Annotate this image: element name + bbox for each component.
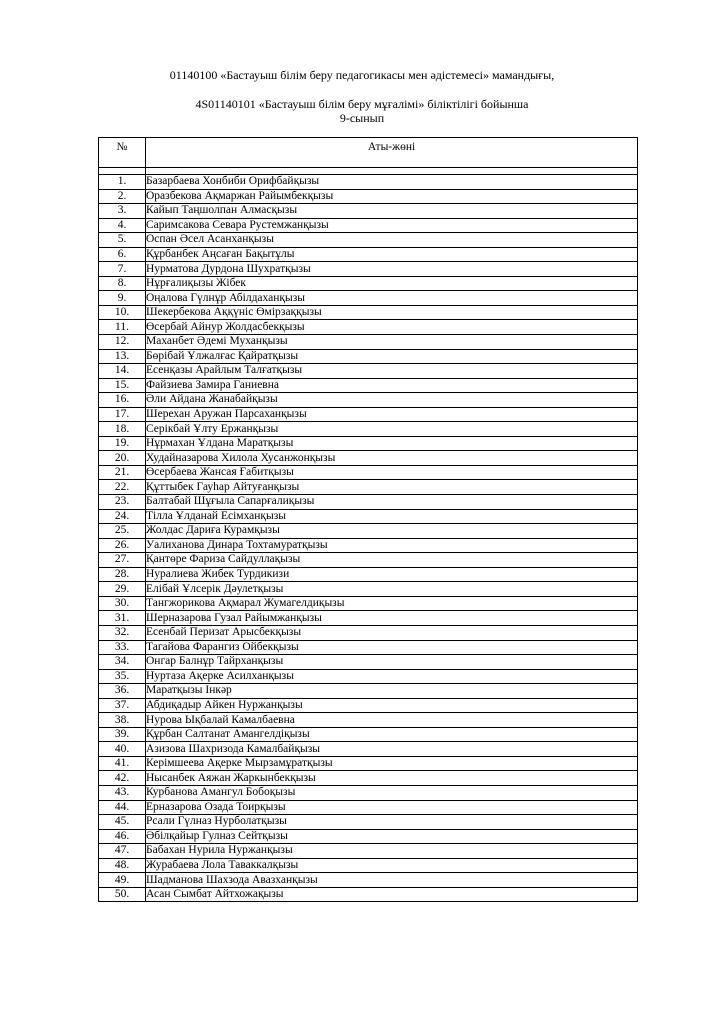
student-name: Серікбай Ұлту Ержанқызы xyxy=(146,422,638,437)
student-name: Керімшеева Ақерке Мырзамұратқызы xyxy=(146,756,638,771)
row-number: 25. xyxy=(99,524,146,539)
table-row xyxy=(99,276,638,291)
table-row xyxy=(99,422,638,437)
table-row xyxy=(99,524,638,539)
student-name: Ерназарова Озада Тоирқызы xyxy=(146,800,638,815)
row-number: 2. xyxy=(99,189,146,204)
student-name: Есенбай Перизат Арысбекқызы xyxy=(146,625,638,640)
row-number: 44. xyxy=(99,800,146,815)
table-row xyxy=(99,625,638,640)
table-row xyxy=(99,364,638,379)
table-row xyxy=(99,771,638,786)
table-row xyxy=(99,785,638,800)
row-number: 8. xyxy=(99,276,146,291)
student-name: Уалиханова Динара Тохтамуратқызы xyxy=(146,538,638,553)
table-row xyxy=(99,553,638,568)
student-name: Шекербекова Аққүніс Өмірзаққызы xyxy=(146,305,638,320)
table-row xyxy=(99,407,638,422)
student-name: Маратқызы Інкәр xyxy=(146,684,638,699)
table-row xyxy=(99,291,638,306)
student-name: Файзиева Замира Ганиевна xyxy=(146,378,638,393)
row-number: 16. xyxy=(99,393,146,408)
column-header-name: Аты-жөні xyxy=(146,138,638,168)
student-name: Нурматова Дурдона Шухратқызы xyxy=(146,262,638,277)
student-name: Шерназарова Гузал Райымжанқызы xyxy=(146,611,638,626)
table-row xyxy=(99,495,638,510)
row-number: 19. xyxy=(99,436,146,451)
row-number: 21. xyxy=(99,465,146,480)
student-name: Онгар Балнұр Тайрханқызы xyxy=(146,655,638,670)
row-number: 34. xyxy=(99,655,146,670)
table-row xyxy=(99,640,638,655)
row-number: 27. xyxy=(99,553,146,568)
row-number: 6. xyxy=(99,247,146,262)
student-name: Журабаева Лола Таваккалқызы xyxy=(146,858,638,873)
table-row xyxy=(99,436,638,451)
student-name: Құрбан Салтанат Амангелдіқызы xyxy=(146,727,638,742)
row-number: 40. xyxy=(99,742,146,757)
student-name: Бабахан Нурила Нуржанқызы xyxy=(146,844,638,859)
row-number: 50. xyxy=(99,887,146,902)
row-number: 18. xyxy=(99,422,146,437)
student-name: Нұрмахан Ұлдана Маратқызы xyxy=(146,436,638,451)
student-name: Құрбанбек Аңсаған Бақытұлы xyxy=(146,247,638,262)
table-row xyxy=(99,349,638,364)
student-name: Қантөре Фариза Сайдуллақызы xyxy=(146,553,638,568)
table-row xyxy=(99,567,638,582)
column-header-number: № xyxy=(99,138,146,168)
student-name: Жолдас Дариға Курамқызы xyxy=(146,524,638,539)
table-row xyxy=(99,713,638,728)
table-row xyxy=(99,262,638,277)
student-name: Есенқазы Арайлым Талғатқызы xyxy=(146,364,638,379)
row-number: 22. xyxy=(99,480,146,495)
table-spacer-row xyxy=(99,168,638,175)
table-row xyxy=(99,596,638,611)
table-row xyxy=(99,844,638,859)
student-name: Тангжорикова Ақмарал Жумагелдиқызы xyxy=(146,596,638,611)
row-number: 48. xyxy=(99,858,146,873)
table-row xyxy=(99,451,638,466)
table-row xyxy=(99,218,638,233)
student-name: Асан Сымбат Айтхожақызы xyxy=(146,887,638,902)
student-name: Тілла Ұлданай Есімханқызы xyxy=(146,509,638,524)
student-name: Нуралиева Жибек Турдикизи xyxy=(146,567,638,582)
table-header-row xyxy=(99,138,638,168)
table-row xyxy=(99,698,638,713)
row-number: 31. xyxy=(99,611,146,626)
row-number: 33. xyxy=(99,640,146,655)
row-number: 23. xyxy=(99,495,146,510)
row-number: 3. xyxy=(99,204,146,219)
student-name: Худайназарова Хилола Хусанжонқызы xyxy=(146,451,638,466)
student-name: Шерехан Аружан Парсаханқызы xyxy=(146,407,638,422)
row-number: 38. xyxy=(99,713,146,728)
table-row xyxy=(99,669,638,684)
table-row xyxy=(99,465,638,480)
student-name: Курбанова Амангул Бобоқызы xyxy=(146,785,638,800)
student-name: Маханбет Әдемі Муханқызы xyxy=(146,335,638,350)
table-row xyxy=(99,887,638,902)
table-row xyxy=(99,655,638,670)
row-number: 24. xyxy=(99,509,146,524)
student-name: Әли Айдана Жанабайқызы xyxy=(146,393,638,408)
table-row xyxy=(99,247,638,262)
row-number: 36. xyxy=(99,684,146,699)
row-number: 17. xyxy=(99,407,146,422)
student-name: Өсербаева Жансая Ғабитқызы xyxy=(146,465,638,480)
table-body xyxy=(99,168,638,902)
student-name: Саримсакова Севара Рустемжанқызы xyxy=(146,218,638,233)
table-row xyxy=(99,611,638,626)
row-number: 30. xyxy=(99,596,146,611)
student-name: Тагайова Фарангиз Ойбекқызы xyxy=(146,640,638,655)
table-row xyxy=(99,305,638,320)
row-number: 29. xyxy=(99,582,146,597)
student-name: Нурова Ықбалай Камалбаевна xyxy=(146,713,638,728)
table-row xyxy=(99,509,638,524)
student-name: Кайып Таңшолпан Алмасқызы xyxy=(146,204,638,219)
table-row xyxy=(99,320,638,335)
row-number: 45. xyxy=(99,815,146,830)
row-number: 11. xyxy=(99,320,146,335)
row-number: 32. xyxy=(99,625,146,640)
table-row xyxy=(99,727,638,742)
row-number: 1. xyxy=(99,175,146,190)
row-number: 28. xyxy=(99,567,146,582)
document-heading-qualification: 4S01140101 «Бастауыш білім беру мұғалімі» біліктілігі бойынша xyxy=(195,97,529,111)
table-row xyxy=(99,378,638,393)
row-number: 35. xyxy=(99,669,146,684)
document-heading-class: 9-сынып xyxy=(339,111,385,125)
table-row xyxy=(99,756,638,771)
student-name: Рсали Гүлназ Нурболатқызы xyxy=(146,815,638,830)
row-number: 37. xyxy=(99,698,146,713)
document-heading-specialty: 01140100 «Бастауыш білім беру педагогикасы мен әдістемесі» мамандығы, xyxy=(169,68,555,82)
row-number: 47. xyxy=(99,844,146,859)
row-number: 5. xyxy=(99,233,146,248)
table-row xyxy=(99,538,638,553)
student-name: Нысанбек Аяжан Жаркынбекқызы xyxy=(146,771,638,786)
row-number: 41. xyxy=(99,756,146,771)
row-number: 46. xyxy=(99,829,146,844)
student-name: Бөрібай Ұлжалғас Қайратқызы xyxy=(146,349,638,364)
table-row xyxy=(99,393,638,408)
student-name: Әбілқайыр Гулназ Сейтқызы xyxy=(146,829,638,844)
student-name: Құттыбек Гауһар Айтуғанқызы xyxy=(146,480,638,495)
student-name: Оңалова Гүлнұр Абілдаханқызы xyxy=(146,291,638,306)
row-number: 9. xyxy=(99,291,146,306)
table-row xyxy=(99,480,638,495)
student-name: Базарбаева Хонбиби Орифбайқызы xyxy=(146,175,638,190)
table-row xyxy=(99,858,638,873)
table-row xyxy=(99,815,638,830)
student-name: Елібай Ұлсерік Дәулетқызы xyxy=(146,582,638,597)
table-row xyxy=(99,800,638,815)
table-row xyxy=(99,335,638,350)
table-row xyxy=(99,684,638,699)
student-name: Өсербай Айнур Жолдасбекқызы xyxy=(146,320,638,335)
student-name: Оспан Әсел Асанханқызы xyxy=(146,233,638,248)
table-row xyxy=(99,582,638,597)
student-roster-table xyxy=(98,137,638,902)
row-number: 49. xyxy=(99,873,146,888)
student-name: Оразбекова Ақмаржан Райымбекқызы xyxy=(146,189,638,204)
table-row xyxy=(99,175,638,190)
table-row xyxy=(99,204,638,219)
student-name: Азизова Шахризода Камалбайқызы xyxy=(146,742,638,757)
student-name: Шадманова Шахзода Авазханқызы xyxy=(146,873,638,888)
row-number: 14. xyxy=(99,364,146,379)
row-number: 12. xyxy=(99,335,146,350)
row-number: 13. xyxy=(99,349,146,364)
row-number: 4. xyxy=(99,218,146,233)
student-name: Нуртаза Ақерке Асилханқызы xyxy=(146,669,638,684)
table-row xyxy=(99,233,638,248)
row-number: 20. xyxy=(99,451,146,466)
student-name: Абдиқадыр Айкен Нуржанқызы xyxy=(146,698,638,713)
student-name: Балтабай Шұғыла Сапарғалиқызы xyxy=(146,495,638,510)
row-number: 26. xyxy=(99,538,146,553)
spacer-cell xyxy=(146,168,638,175)
table-row xyxy=(99,873,638,888)
row-number: 43. xyxy=(99,785,146,800)
row-number: 10. xyxy=(99,305,146,320)
row-number: 7. xyxy=(99,262,146,277)
table-row xyxy=(99,189,638,204)
row-number: 39. xyxy=(99,727,146,742)
spacer-cell xyxy=(99,168,146,175)
row-number: 15. xyxy=(99,378,146,393)
student-name: Нұрғалиқызы Жібек xyxy=(146,276,638,291)
table-row xyxy=(99,829,638,844)
table-row xyxy=(99,742,638,757)
row-number: 42. xyxy=(99,771,146,786)
